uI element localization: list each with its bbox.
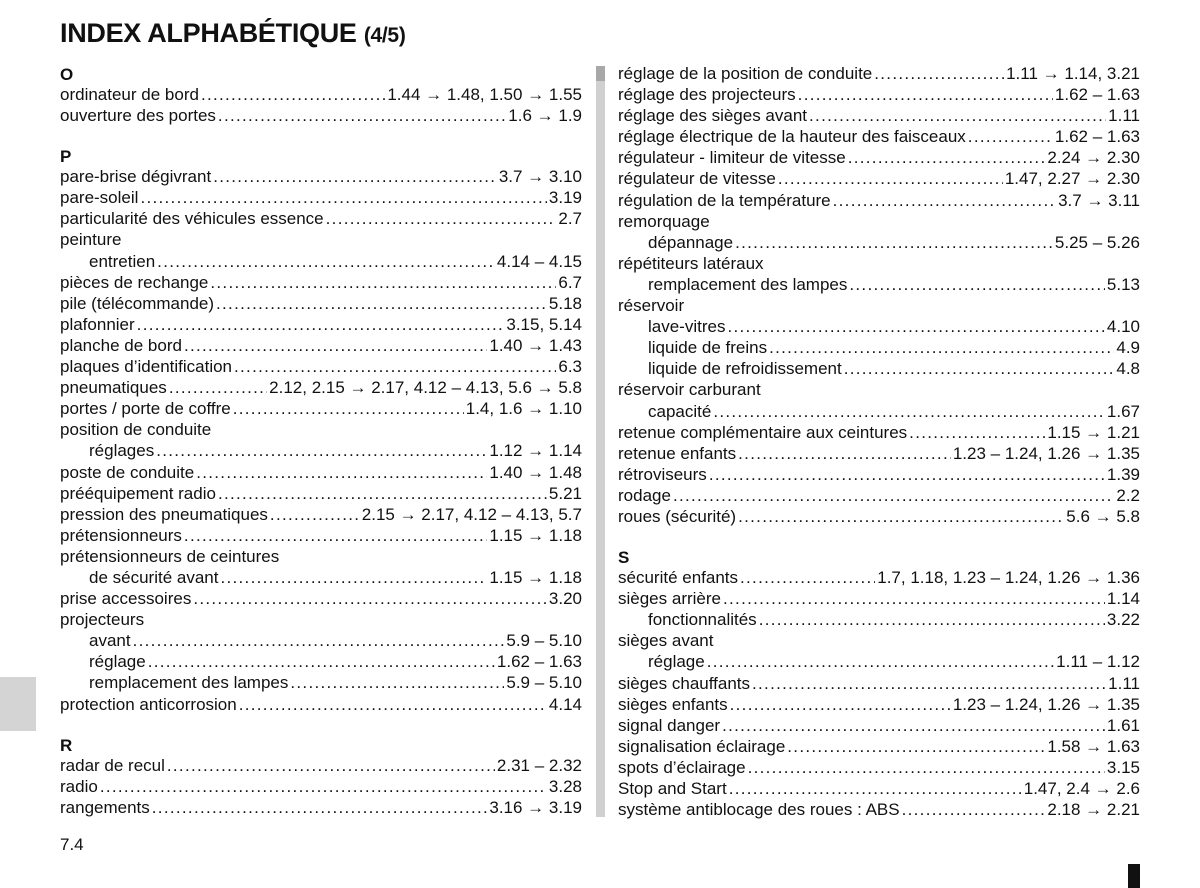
- index-heading: répétiteurs latéraux: [618, 253, 764, 273]
- index-entry: prétensionneurs ..... 1.15 → 1.18: [60, 525, 582, 546]
- print-mark: [1128, 864, 1140, 888]
- index-subentry: dépannage ..... 5.25 – 5.26: [618, 232, 1140, 253]
- index-subentry: avant ..... 5.9 – 5.10: [60, 630, 582, 651]
- index-entry: plafonnier ..... 3.15, 5.14: [60, 314, 582, 335]
- index-subentry: réglages ..... 1.12 → 1.14: [60, 440, 582, 461]
- index-heading: position de conduite: [60, 420, 212, 440]
- index-entry: prise accessoires ..... 3.20: [60, 588, 582, 609]
- index-subentry: remplacement des lampes ..... 5.13: [618, 274, 1140, 295]
- index-entry: planche de bord ..... 1.40 → 1.43: [60, 335, 582, 356]
- index-entry: signal danger ..... 1.61: [618, 715, 1140, 736]
- index-subentry: remplacement des lampes ..... 5.9 – 5.10: [60, 672, 582, 693]
- index-subentry: lave-vitres ..... 4.10: [618, 316, 1140, 337]
- index-heading: remorquage: [618, 211, 710, 231]
- index-entry: rétroviseurs ..... 1.39: [618, 464, 1140, 485]
- index-entry: pièces de rechange ..... 6.7: [60, 272, 582, 293]
- index-entry: Stop and Start ..... 1.47, 2.4 → 2.6: [618, 778, 1140, 799]
- index-column-right: [618, 63, 1140, 820]
- index-column-left: [60, 63, 582, 818]
- index-entry: signalisation éclairage ..... 1.58 → 1.63: [618, 736, 1140, 757]
- index-entry: roues (sécurité) ..... 5.6 → 5.8: [618, 506, 1140, 527]
- index-entry: rangements ..... 3.16 → 3.19: [60, 797, 582, 818]
- title-part: (4/5): [363, 24, 406, 47]
- index-entry: régulation de la température ..... 3.7 → 3.11: [618, 190, 1140, 211]
- index-entry: poste de conduite ..... 1.40 → 1.48: [60, 462, 582, 483]
- section-letter-s: S: [618, 548, 630, 568]
- index-entry: sièges chauffants ..... 1.11: [618, 673, 1140, 694]
- index-entry: régulateur de vitesse ..... 1.47, 2.27 → 2.30: [618, 168, 1140, 189]
- index-heading: prétensionneurs de ceintures: [60, 546, 280, 566]
- index-entry: rodage ..... 2.2: [618, 485, 1140, 506]
- chapter-tab: [0, 677, 36, 731]
- index-entry: pare-soleil ..... 3.19: [60, 187, 582, 208]
- index-entry: ordinateur de bord ..... 1.44 → 1.48, 1.50 → 1.55: [60, 84, 582, 105]
- index-entry: radio ..... 3.28: [60, 776, 582, 797]
- index-heading: réservoir: [618, 296, 685, 316]
- index-subentry: réglage ..... 1.11 – 1.12: [618, 651, 1140, 672]
- index-entry: spots d’éclairage ..... 3.15: [618, 757, 1140, 778]
- index-entry: réglage électrique de la hauteur des faisceaux ..... 1.62 – 1.63: [618, 126, 1140, 147]
- index-heading: réservoir carburant: [618, 380, 761, 400]
- column-divider: [596, 66, 605, 817]
- index-subentry: fonctionnalités ..... 3.22: [618, 609, 1140, 630]
- index-entry: réglage de la position de conduite ..... 1.11 → 1.14, 3.21: [618, 63, 1140, 84]
- divider-cap: [596, 66, 605, 81]
- index-heading: peinture: [60, 230, 122, 250]
- index-heading: projecteurs: [60, 610, 145, 630]
- index-subentry: réglage ..... 1.62 – 1.63: [60, 651, 582, 672]
- page-number: 7.4: [60, 835, 84, 854]
- index-entry: particularité des véhicules essence ..... 2.7: [60, 208, 582, 229]
- index-entry: pile (télécommande) ..... 5.18: [60, 293, 582, 314]
- index-subentry: entretien ..... 4.14 – 4.15: [60, 251, 582, 272]
- index-entry: sécurité enfants ..... 1.7, 1.18, 1.23 – 1.24, 1.26 → 1.36: [618, 567, 1140, 588]
- section-letter-p: P: [60, 147, 72, 167]
- index-entry: régulateur - limiteur de vitesse ..... 2.24 → 2.30: [618, 147, 1140, 168]
- index-subentry: liquide de freins ..... 4.9: [618, 337, 1140, 358]
- index-entry: pneumatiques ..... 2.12, 2.15 → 2.17, 4.12 – 4.13, 5.6 → 5.8: [60, 377, 582, 398]
- index-entry: réglage des projecteurs ..... 1.62 – 1.63: [618, 84, 1140, 105]
- index-entry: retenue enfants ..... 1.23 – 1.24, 1.26 → 1.35: [618, 443, 1140, 464]
- index-entry: retenue complémentaire aux ceintures ..... 1.15 → 1.21: [618, 422, 1140, 443]
- index-subentry: liquide de refroidissement ..... 4.8: [618, 358, 1140, 379]
- index-entry: plaques d’identification ..... 6.3: [60, 356, 582, 377]
- index-entry: sièges arrière ..... 1.14: [618, 588, 1140, 609]
- page-title: [60, 18, 406, 49]
- index-entry: portes / porte de coffre ..... 1.4, 1.6 → 1.10: [60, 398, 582, 419]
- index-entry: système antiblocage des roues : ABS ..... 2.18 → 2.21: [618, 799, 1140, 820]
- index-entry: pression des pneumatiques ..... 2.15 → 2.17, 4.12 – 4.13, 5.7: [60, 504, 582, 525]
- index-subentry: de sécurité avant ..... 1.15 → 1.18: [60, 567, 582, 588]
- index-entry: protection anticorrosion ..... 4.14: [60, 694, 582, 715]
- index-subentry: capacité ..... 1.67: [618, 401, 1140, 422]
- section-letter-o: O: [60, 65, 74, 84]
- index-entry: prééquipement radio ..... 5.21: [60, 483, 582, 504]
- index-entry: ouverture des portes ..... 1.6 → 1.9: [60, 105, 582, 126]
- index-entry: sièges enfants ..... 1.23 – 1.24, 1.26 → 1.35: [618, 694, 1140, 715]
- index-entry: radar de recul ..... 2.31 – 2.32: [60, 755, 582, 776]
- index-entry: pare-brise dégivrant ..... 3.7 → 3.10: [60, 166, 582, 187]
- title-text: INDEX ALPHABÉTIQUE: [60, 18, 357, 48]
- index-heading: sièges avant: [618, 631, 714, 651]
- section-letter-r: R: [60, 735, 73, 755]
- index-entry: réglage des sièges avant ..... 1.11: [618, 105, 1140, 126]
